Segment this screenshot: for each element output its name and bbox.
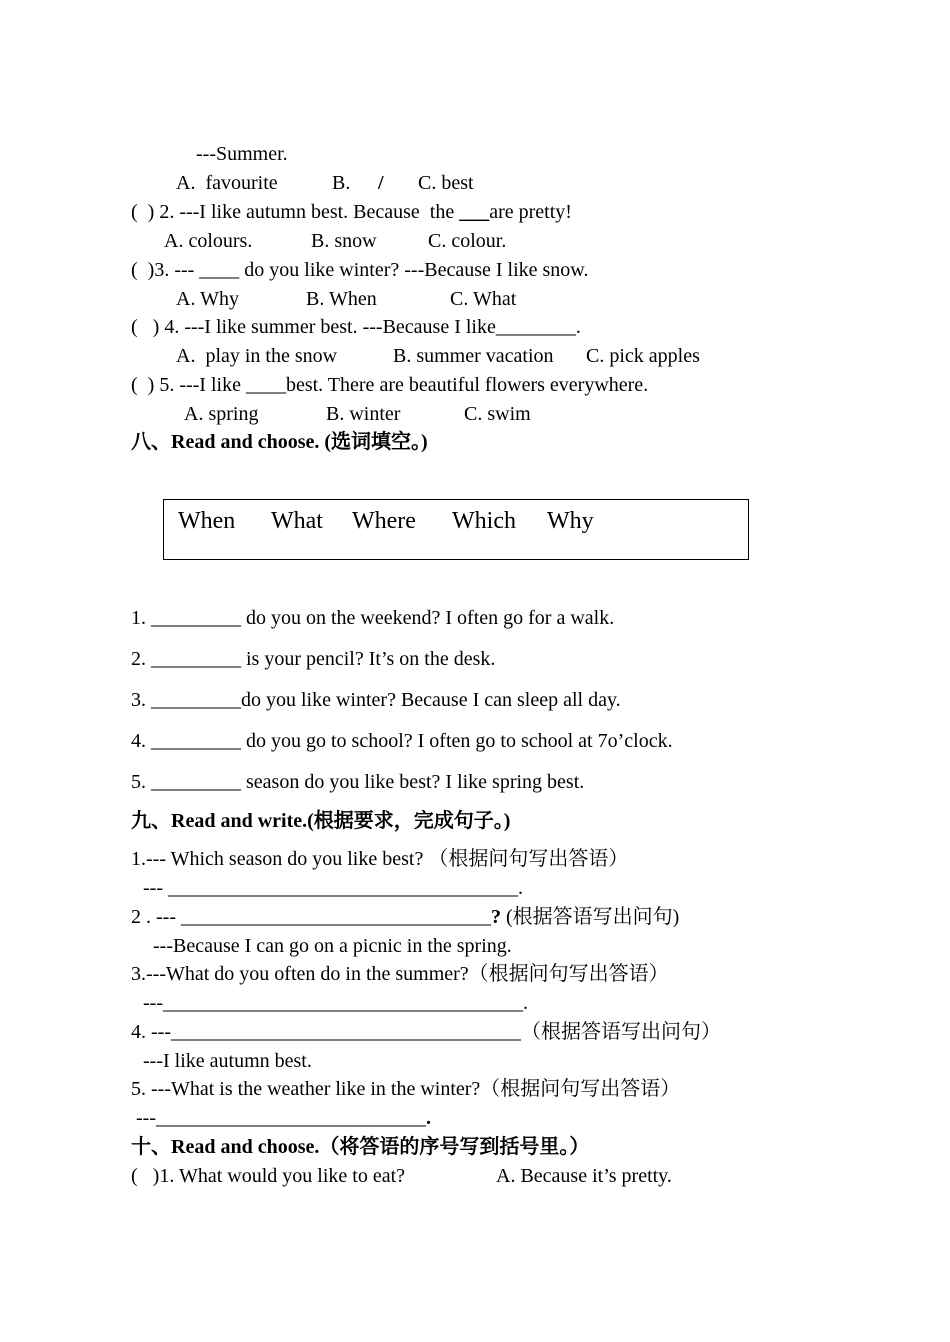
q5-option-b: B. winter (326, 403, 401, 425)
match-option-a: A. Because it’s pretty. (496, 1165, 672, 1187)
write-item-5-answer: ---___________________________. (136, 1107, 431, 1129)
word-bank-box (163, 499, 749, 560)
section-8-heading: 八、Read and choose. (选词填空。) (131, 431, 428, 453)
word-bank-which: Which (452, 508, 516, 534)
section-10-heading: 十、Read and choose.（将答语的序号写到括号里。） (131, 1136, 590, 1158)
question-5: ( ) 5. ---I like ____best. There are beautiful flowers everywhere. (131, 374, 649, 396)
q4-option-b: B. summer vacation (393, 345, 554, 367)
fill-item-1: 1. _________ do you on the weekend? I often go for a walk. (131, 607, 615, 629)
q3-option-c: C. What (450, 288, 517, 310)
q1-answer-line: ---Summer. (196, 143, 288, 165)
write-item-2: 2 . --- _______________________________? (根据答语写出问句) (131, 906, 680, 928)
write-item-2-answer: ---Because I can go on a picnic in the spring. (153, 935, 512, 957)
write-item-4-answer: ---I like autumn best. (143, 1050, 312, 1072)
q5-option-a: A. spring (184, 403, 259, 425)
q1-option-b-slash: / (378, 172, 384, 194)
fill-item-2: 2. _________ is your pencil? It’s on the desk. (131, 648, 496, 670)
write-item-1-answer: --- ___________________________________. (143, 877, 523, 899)
word-bank-when: When (178, 508, 236, 534)
question-2: ( ) 2. ---I like autumn best. Because the ___are pretty! (131, 201, 572, 223)
question-4: ( ) 4. ---I like summer best. ---Because I like________. (131, 316, 581, 338)
write-item-1: 1.--- Which season do you like best? （根据问句写出答语） (131, 848, 629, 870)
word-bank-why: Why (547, 508, 594, 534)
q2-option-b: B. snow (311, 230, 377, 252)
q1-option-c: C. best (418, 172, 474, 194)
q2-option-c: C. colour. (428, 230, 507, 252)
q5-option-c: C. swim (464, 403, 531, 425)
fill-item-5: 5. _________ season do you like best? I like spring best. (131, 771, 585, 793)
write-item-3: 3.---What do you often do in the summer?（根据问句写出答语） (131, 963, 669, 985)
word-bank-where: Where (352, 508, 416, 534)
q1-option-a: A. favourite (176, 172, 278, 194)
write-item-4: 4. ---___________________________________（根据答语写出问句） (131, 1021, 721, 1043)
write-item-5: 5. ---What is the weather like in the winter?（根据问句写出答语） (131, 1078, 681, 1100)
word-bank-what: What (271, 508, 323, 534)
q4-option-c: C. pick apples (586, 345, 700, 367)
q2-option-a: A. colours. (164, 230, 253, 252)
q1-option-b: B. (332, 172, 351, 194)
question-3: ( )3. --- ____ do you like winter? ---Because I like snow. (131, 259, 589, 281)
section-9-heading: 九、Read and write.(根据要求，完成句子。) (131, 810, 511, 832)
q3-option-b: B. When (306, 288, 377, 310)
fill-item-3: 3. _________do you like winter? Because I can sleep all day. (131, 689, 621, 711)
write-item-3-answer: ---____________________________________. (143, 992, 528, 1014)
fill-item-4: 4. _________ do you go to school? I often go to school at 7o’clock. (131, 730, 673, 752)
q3-option-a: A. Why (176, 288, 239, 310)
match-item-1: ( )1. What would you like to eat? (131, 1165, 406, 1187)
q4-option-a: A. play in the snow (176, 345, 338, 367)
